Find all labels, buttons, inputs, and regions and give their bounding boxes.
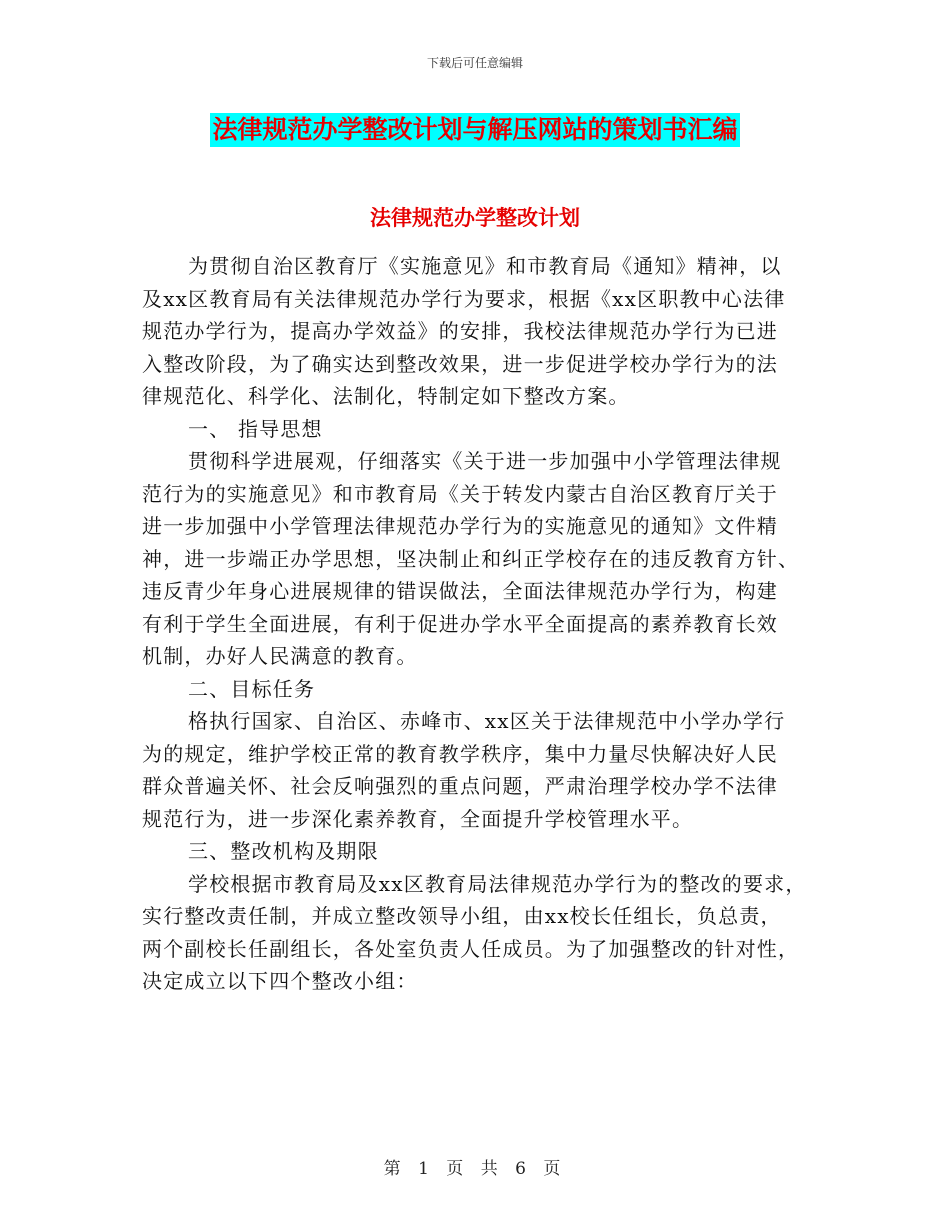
document-title-wrap [0,113,950,147]
paragraph-line: 规范行为，进一步深化素养教育，全面提升学校管理水平。 [142,806,694,831]
paragraph-line: 律规范化、科学化、法制化，特制定如下整改方案。 [142,384,630,408]
paragraph-line: 有利于学生全面进展，有利于促进办学水平全面提高的素养教育长效 [142,611,778,636]
document-title: 法律规范办学整改计划与解压网站的策划书汇编 [210,113,739,147]
paragraph-line: 及xx区教育局有关法律规范办学行为要求，根据《xx区职教中心法律 [142,286,786,311]
paragraph-line: 范行为的实施意见》和市教育局《关于转发内蒙古自治区教育厅关于 [142,481,778,506]
paragraph-line: 贯彻科学进展观，仔细落实《关于进一步加强中小学管理法律规 [188,449,782,473]
paragraph-line: 决定成立以下四个整改小组： [142,969,418,993]
paragraph-line: 格执行国家、自治区、赤峰市、xx区关于法律规范中小学办学行 [188,709,786,733]
paragraph-line: 学校根据市教育局及xx区教育局法律规范办学行为的整改的要求， [188,871,807,896]
paragraph-line: 入整改阶段，为了确实达到整改效果，进一步促进学校办学行为的法 [142,351,778,376]
paragraph-line: 为的规定，维护学校正常的教育教学秩序，集中力量尽快解决好人民 [142,741,778,766]
header-note: 下载后可任意编辑 [426,56,523,70]
paragraph-line: 进一步加强中小学管理法律规范办学行为的实施意见的通知》文件精 [142,514,778,538]
section-title: 法律规范办学整改计划 [370,206,580,230]
heading-guiding-ideology: 一、 指导思想 [188,416,323,441]
heading-goals-tasks: 二、目标任务 [188,676,316,701]
paragraph-line: 神，进一步端正办学思想，坚决制止和纠正学校存在的违反教育方针、 [142,546,800,571]
heading-organization-period: 三、整改机构及期限 [188,839,379,863]
paragraph-line: 两个副校长任副组长，各处室负责人任成员。为了加强整改的针对性， [142,936,800,961]
paragraph-line: 实行整改责任制，并成立整改领导小组，由xx校长任组长，负总责， [142,904,782,928]
paragraph-line: 为贯彻自治区教育厅《实施意见》和市教育局《通知》精神，以 [188,254,782,278]
body-text [142,250,822,998]
paragraph-line: 机制，办好人民满意的教育。 [142,644,418,668]
page-footer: 第 1 页 共 6 页 [383,1159,567,1179]
paragraph-line: 违反青少年身心进展规律的错误做法，全面法律规范办学行为，构建 [142,579,778,603]
paragraph-line: 规范办学行为，提高办学效益》的安排，我校法律规范办学行为已进 [142,319,778,343]
paragraph-line: 群众普遍关怀、社会反响强烈的重点问题，严肃治理学校办学不法律 [142,774,778,798]
